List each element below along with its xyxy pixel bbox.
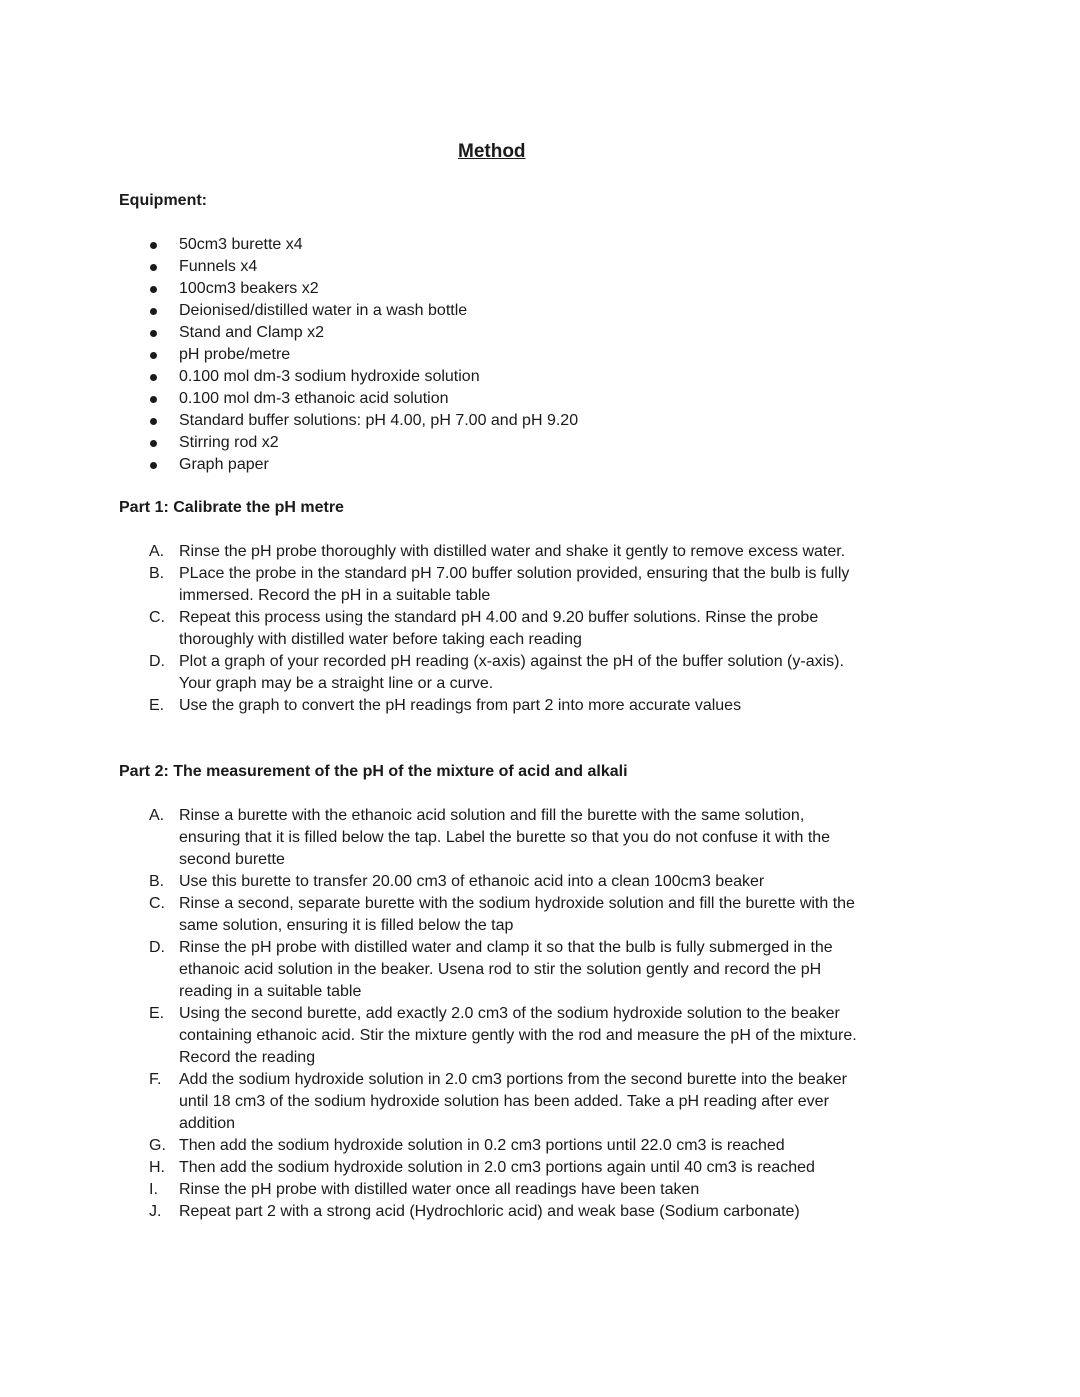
equipment-item: Stirring rod x2: [0, 432, 879, 454]
part1-step: B. PLace the probe in the standard pH 7.00 buffer solution provided, ensuring that the bulb is fully immersed. Record the pH in a suitable table: [149, 565, 850, 604]
part2-step: A. Rinse a burette with the ethanoic acid solution and fill the burette with the same solution, ensuring that it is filled below the tap. Label the burette so that you do not confuse it with the second burette: [149, 807, 831, 868]
bullet-icon: [150, 264, 157, 271]
equipment-item: 0.100 mol dm-3 sodium hydroxide solution: [0, 366, 879, 388]
part2-step: I. Rinse the pH probe with distilled water once all readings have been taken: [149, 1181, 700, 1198]
part1-heading: Part 1: Calibrate the pH metre: [119, 499, 344, 516]
equipment-item: Funnels x4: [0, 256, 879, 278]
page-title: Method: [458, 141, 526, 162]
part2-step: B. Use this burette to transfer 20.00 cm3 of ethanoic acid into a clean 100cm3 beaker: [149, 873, 765, 890]
equipment-item: 0.100 mol dm-3 ethanoic acid solution: [0, 388, 879, 410]
part2-step: E. Using the second burette, add exactly 2.0 cm3 of the sodium hydroxide solution to the beaker containing ethanoic acid. Stir the mixture gently with the rod and measure the pH of the mixture. Record the reading: [149, 1005, 857, 1066]
bullet-icon: [150, 286, 157, 293]
bullet-icon: [150, 396, 157, 403]
equipment-list: [0, 234, 879, 476]
equipment-item: 50cm3 burette x4: [0, 234, 879, 256]
equipment-item: Graph paper: [0, 454, 879, 476]
part1-step: A. Rinse the pH probe thoroughly with distilled water and shake it gently to remove excess water.: [149, 543, 846, 560]
bullet-icon: [150, 352, 157, 359]
part2-steps: [0, 805, 869, 1223]
part1-step: E. Use the graph to convert the pH readings from part 2 into more accurate values: [149, 697, 742, 714]
part1-step: D. Plot a graph of your recorded pH reading (x-axis) against the pH of the buffer solution (y-axis). Your graph may be a straight line or a curve.: [149, 653, 844, 692]
bullet-icon: [150, 330, 157, 337]
bullet-icon: [150, 440, 157, 447]
bullet-icon: [150, 462, 157, 469]
equipment-item: Standard buffer solutions: pH 4.00, pH 7.00 and pH 9.20: [0, 410, 879, 432]
equipment-item: Stand and Clamp x2: [0, 322, 879, 344]
part2-step: F. Add the sodium hydroxide solution in 2.0 cm3 portions from the second burette into the beaker until 18 cm3 of the sodium hydroxide solution has been added. Take a pH reading after ever addition: [149, 1071, 847, 1132]
bullet-icon: [150, 308, 157, 315]
part2-step: G. Then add the sodium hydroxide solution in 0.2 cm3 portions until 22.0 cm3 is reached: [149, 1137, 785, 1154]
part1-steps: [0, 541, 869, 717]
equipment-item: Deionised/distilled water in a wash bottle: [0, 300, 879, 322]
equipment-item: 100cm3 beakers x2: [0, 278, 879, 300]
part1-step: C. Repeat this process using the standard pH 4.00 and 9.20 buffer solutions. Rinse the probe thoroughly with distilled water before taking each reading: [149, 609, 819, 648]
part2-step: D. Rinse the pH probe with distilled water and clamp it so that the bulb is fully submerged in the ethanoic acid solution in the beaker. Usena rod to stir the solution gently and record the pH reading in a suitable table: [149, 939, 833, 1000]
part2-step: H. Then add the sodium hydroxide solution in 2.0 cm3 portions again until 40 cm3 is reached: [149, 1159, 815, 1176]
part2-step: C. Rinse a second, separate burette with the sodium hydroxide solution and fill the burette with the same solution, ensuring it is filled below the tap: [149, 895, 855, 934]
part2-step: J. Repeat part 2 with a strong acid (Hydrochloric acid) and weak base (Sodium carbonate): [149, 1203, 800, 1220]
equipment-heading: Equipment:: [119, 192, 207, 209]
bullet-icon: [150, 242, 157, 249]
part2-heading: Part 2: The measurement of the pH of the mixture of acid and alkali: [119, 763, 628, 780]
bullet-icon: [150, 418, 157, 425]
equipment-item: pH probe/metre: [0, 344, 879, 366]
bullet-icon: [150, 374, 157, 381]
